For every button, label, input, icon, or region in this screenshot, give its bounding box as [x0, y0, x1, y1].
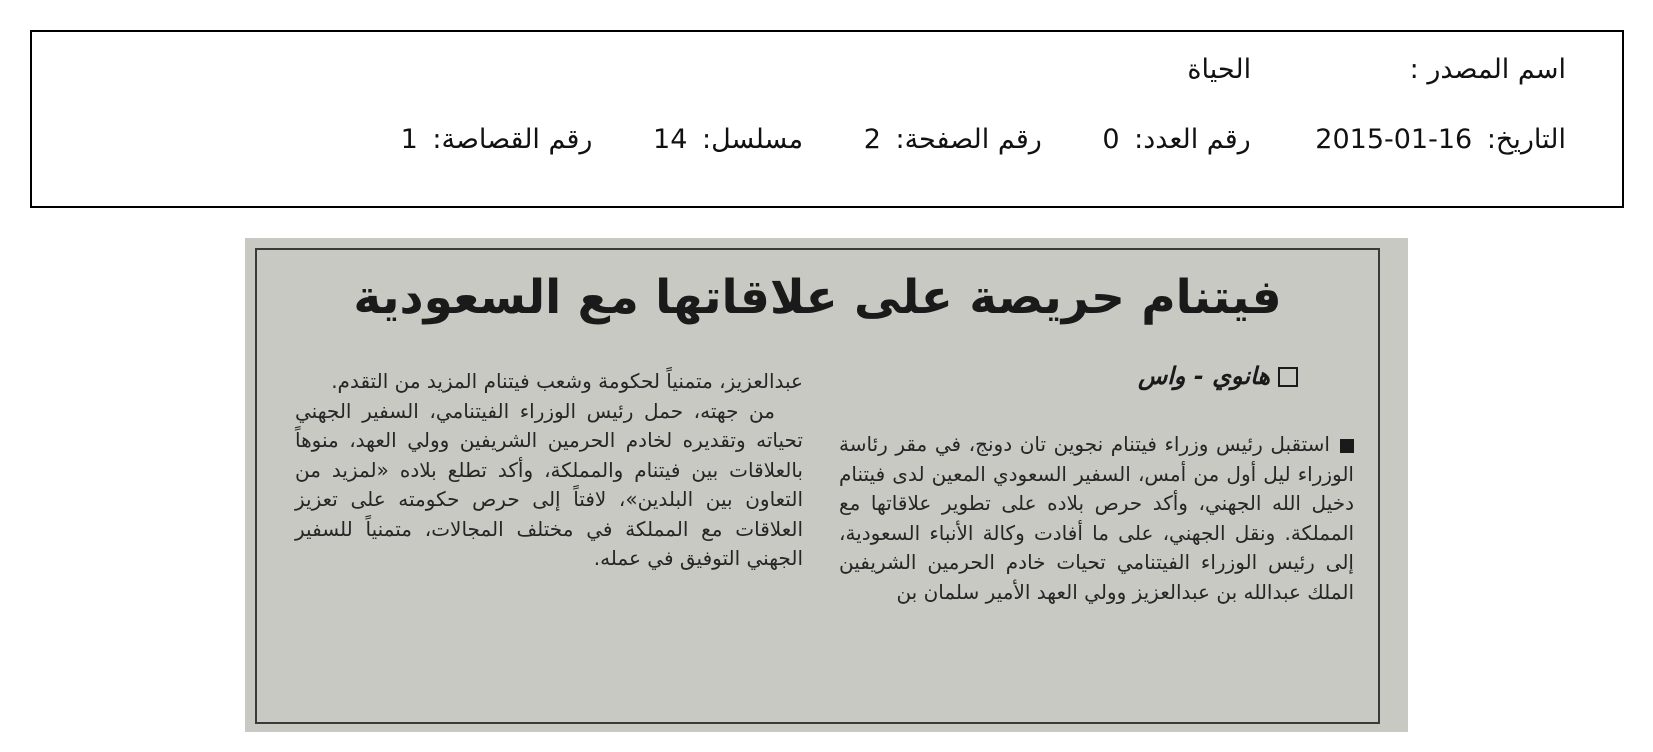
article-column-right: [839, 430, 1354, 607]
article-frame: [255, 248, 1380, 724]
metadata-row: [401, 124, 1566, 155]
date-value: 2015-01-16: [1315, 124, 1473, 155]
date-label: التاريخ:: [1486, 124, 1566, 155]
left-column-paragraph-2-text: من جهته، حمل رئيس الوزراء الفيتنامي، السفير الجهني تحياته وتقديره لخادم الحرمين الشريفين وولي العهد، منوهاً بالعلاقات بين فيتنام والمملكة، وأكد تطلع بلاده «لمزيد من التعاون بين البلدين»، لافتاً إلى حرص حكومته على تعزيز العلاقات مع المملكة في مختلف المجالات، متمنياً للسفير الجهني التوفيق في عمله.: [295, 398, 803, 570]
dateline-box-icon: [1278, 367, 1298, 387]
dateline-text: هانوي - واس: [1137, 362, 1270, 390]
source-value: الحياة: [1187, 54, 1252, 85]
paragraph-bullet-icon: [1340, 439, 1354, 453]
issue-label: رقم العدد:: [1134, 124, 1251, 155]
clip-value: 1: [400, 124, 418, 155]
article-column-left: [295, 367, 803, 574]
newspaper-clipping: [245, 238, 1408, 732]
source-row: [1187, 54, 1566, 85]
issue-value: 0: [1102, 124, 1120, 155]
left-column-paragraph-1: عبدالعزيز، متمنياً لحكومة وشعب فيتنام المزيد من التقدم.: [331, 369, 803, 393]
serial-value: 14: [653, 124, 688, 155]
article-dateline: [1138, 362, 1298, 390]
page-label: رقم الصفحة:: [895, 124, 1042, 155]
page-value: 2: [863, 124, 881, 155]
right-column-text: استقبل رئيس وزراء فيتنام نجوين تان دونج، في مقر رئاسة الوزراء ليل أول من أمس، السفير السعودي المعين لدى فيتنام دخيل الله الجهني، وأكد حرص بلاده على تطوير علاقاتها مع المملكة. ونقل الجهني، على ما أفادت وكالة الأنباء السعودية، إلى رئيس الوزراء الفيتنامي تحيات خادم الحرمين الشريفين الملك عبدالله بن عبدالعزيز وولي العهد الأمير سلمان بن: [839, 432, 1354, 604]
left-column-paragraph-2: [295, 397, 803, 574]
source-info-box: [30, 30, 1624, 208]
source-label: اسم المصدر :: [1409, 54, 1566, 85]
article-headline: فيتنام حريصة على علاقاتها مع السعودية: [353, 270, 1282, 325]
serial-label: مسلسل:: [701, 124, 804, 155]
clip-label: رقم القصاصة:: [432, 124, 593, 155]
